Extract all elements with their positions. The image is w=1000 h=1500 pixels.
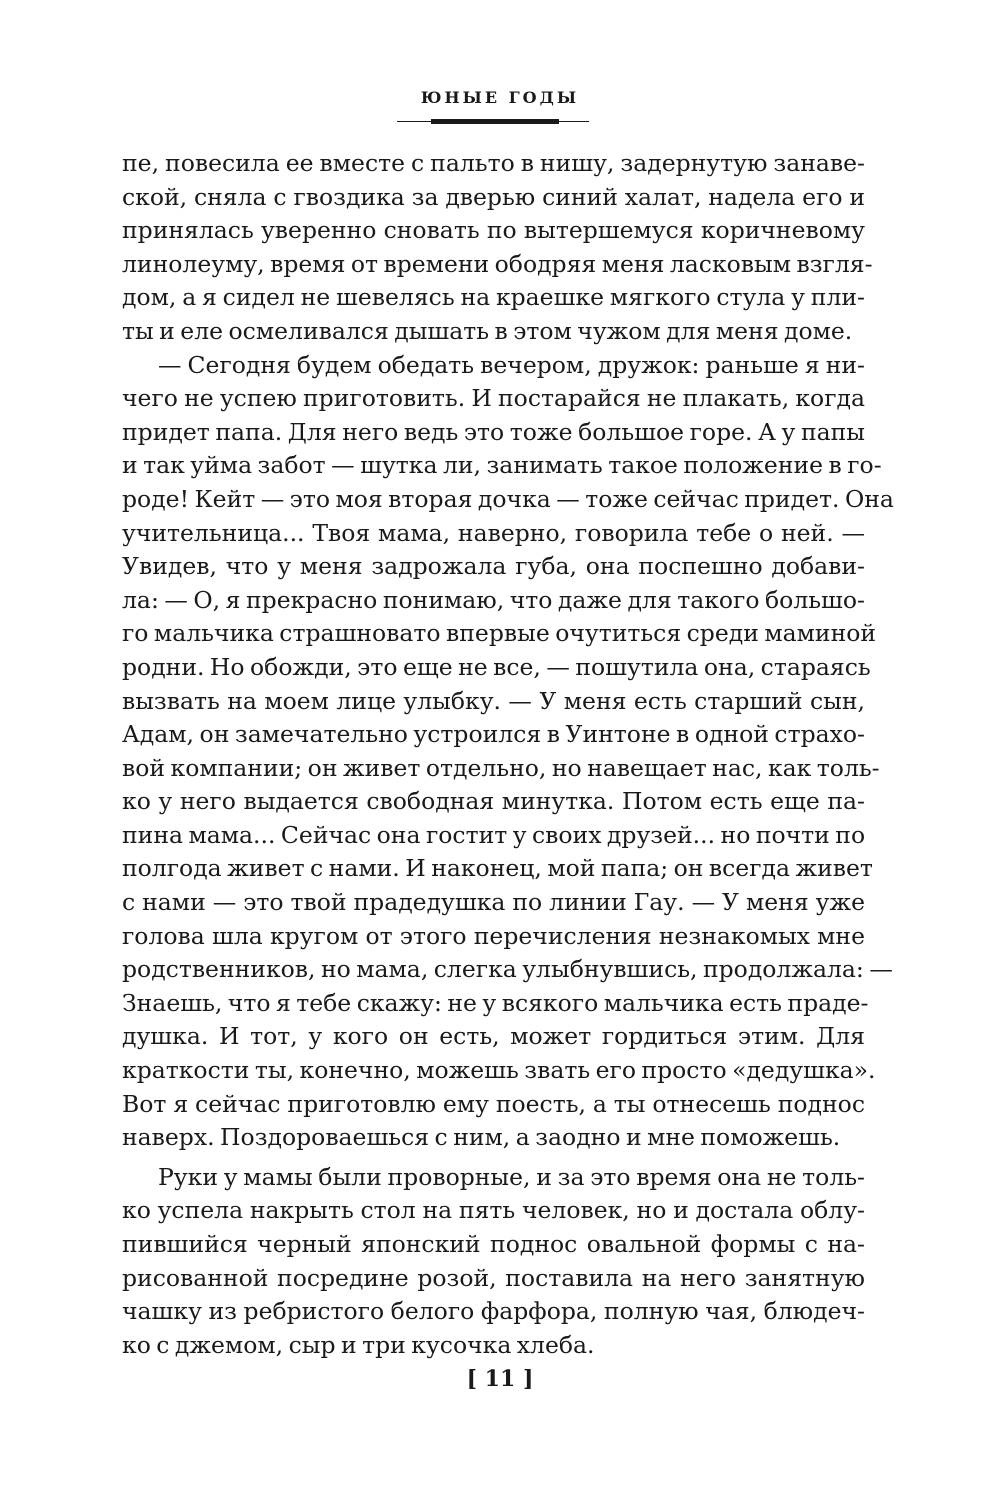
text-line: краткости ты, конечно, можешь звать его просто «дедушка». bbox=[122, 1056, 876, 1085]
text-line: наверх. Поздороваешься с ним, а заодно и мне поможешь. bbox=[122, 1123, 841, 1152]
text-line: душка. И тот, у кого он есть, может гордиться этим. Для bbox=[122, 1022, 865, 1051]
text-line: Знаешь, что я тебе скажу: не у всякого мальчика есть праде- bbox=[122, 988, 869, 1017]
text-line: с нами — это твой прадедушка по линии Гау. — У меня уже bbox=[122, 888, 865, 917]
text-line: чашку из ребристого белого фарфора, полную чая, блюдеч- bbox=[122, 1297, 865, 1326]
text-line: родственников, но мама, слегка улыбнувшись, продолжала: — bbox=[122, 955, 893, 984]
text-line: дом, а я сидел не шевелясь на краешке мягкого стула у пли- bbox=[122, 283, 865, 312]
text-line: пина мама... Сейчас она гостит у своих друзей... но почти по bbox=[122, 820, 866, 849]
text-line: Увидев, что у меня задрожала губа, она поспешно добави- bbox=[122, 552, 865, 581]
text-line: Адам, он замечательно устроился в Уинтоне в одной страхо- bbox=[122, 720, 865, 749]
text-line: роде! Кейт — это моя вторая дочка — тоже сейчас придет. Она bbox=[122, 484, 894, 513]
text-line: ко с джемом, сыр и три кусочка хлеба. bbox=[122, 1330, 595, 1359]
text-line: ко успела накрыть стол на пять человек, но и достала облу- bbox=[122, 1196, 865, 1225]
text-line: вой компании; он живет отдельно, но навещает нас, как толь- bbox=[122, 753, 880, 782]
text-line: и так уйма забот — шутка ли, занимать такое положение в го- bbox=[122, 451, 882, 480]
text-line: вызвать на моем лице улыбку. — У меня есть старший сын, bbox=[122, 686, 865, 715]
header-rule-thick bbox=[431, 119, 559, 124]
text-line: пе, повесила ее вместе с пальто в нишу, задернутую занаве- bbox=[122, 149, 865, 177]
text-line: Вот я сейчас приготовлю ему поесть, а ты отнесешь поднос bbox=[122, 1089, 865, 1118]
running-header: ЮНЫЕ ГОДЫ bbox=[420, 88, 580, 107]
text-line: ко у него выдается свободная минутка. Потом есть еще па- bbox=[122, 787, 865, 816]
text-line: ской, сняла с гвоздика за дверью синий халат, надела его и bbox=[122, 182, 865, 211]
body-text bbox=[122, 147, 894, 1362]
text-line: Руки у мамы были проворные, и за это время она не толь- bbox=[158, 1162, 865, 1191]
text-line: ла: — О, я прекрасно понимаю, что даже для такого большо- bbox=[122, 585, 865, 614]
text-line: пившийся черный японский поднос овальной формы с на- bbox=[122, 1230, 865, 1258]
text-line: — Сегодня будем обедать вечером, дружок: раньше я ни- bbox=[158, 350, 865, 379]
text-line: чего не успею приготовить. И постарайся не плакать, когда bbox=[122, 384, 865, 413]
text-line: ты и еле осмеливался дышать в этом чужом для меня доме. bbox=[122, 316, 853, 345]
text-line: голова шла кругом от этого перечисления незнакомых мне bbox=[122, 921, 865, 950]
text-line: родни. Но обожди, это еще не все, — пошутила она, стараясь bbox=[122, 652, 871, 681]
text-line: рисованной посредине розой, поставила на него занятную bbox=[122, 1263, 865, 1292]
page-number: [ 11 ] bbox=[466, 1366, 534, 1392]
text-line: полгода живет с нами. И наконец, мой папа; он всегда живет bbox=[122, 854, 873, 883]
text-line: принялась уверенно сновать по вытершемуся коричневому bbox=[122, 216, 865, 245]
text-line: го мальчика страшновато впервые очутиться среди маминой bbox=[122, 619, 877, 648]
text-line: придет папа. Для него ведь это тоже большое горе. А у папы bbox=[122, 417, 865, 446]
text-line: учительница... Твоя мама, наверно, говорила тебе о ней. — bbox=[122, 518, 865, 547]
text-line: линолеуму, время от времени ободряя меня ласковым взгля- bbox=[122, 249, 873, 278]
